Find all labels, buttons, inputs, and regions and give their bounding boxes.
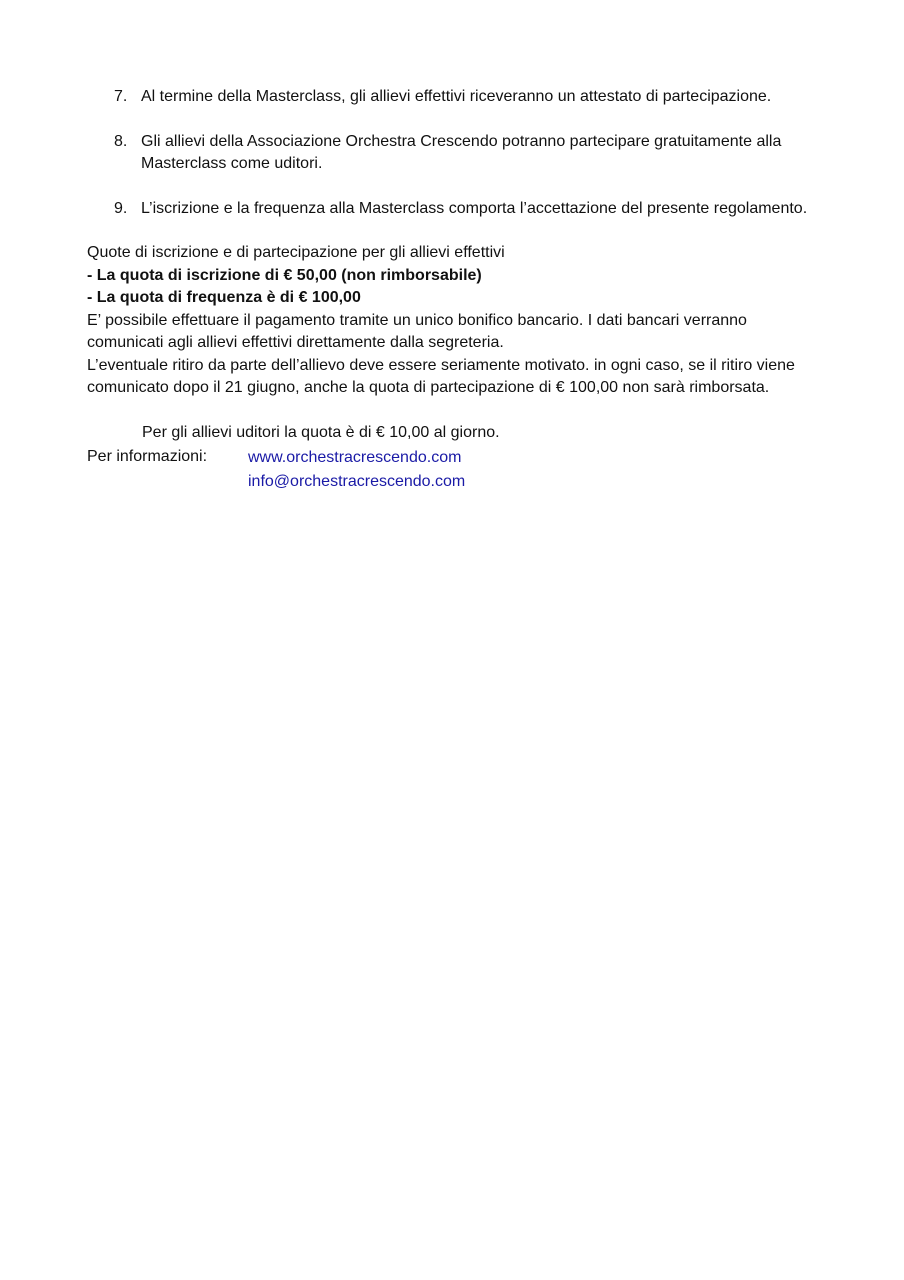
list-item-number: 8. — [114, 132, 128, 150]
email-link[interactable]: info@orchestracrescendo.com — [248, 473, 466, 490]
contact-info — [87, 446, 827, 494]
rules-list — [87, 86, 827, 220]
withdrawal-note: L’eventuale ritiro da parte dell’allievo deve essere seriamente motivato. in ogni caso, se il ritiro viene comunicato dopo il 21 giugno, anche la quota di partecipazione di € 100,00 non sarà rimborsata. — [87, 356, 795, 396]
website-link[interactable]: www.orchestracrescendo.com — [248, 449, 462, 466]
list-item-text: Al termine della Masterclass, gli allievi effettivi riceveranno un attestato di partecipazione. — [141, 88, 772, 105]
fees-title: Quote di iscrizione e di partecipazione per gli allievi effettivi — [87, 244, 505, 261]
list-item-text: L’iscrizione e la frequenza alla Masterclass comporta l’accettazione del presente regolamento. — [141, 199, 808, 217]
info-links — [248, 446, 465, 494]
payment-note: E’ possibile effettuare il pagamento tramite un unico bonifico bancario. I dati bancari verranno comunicati agli allievi effettivi direttamente dalla segreteria. — [87, 311, 747, 351]
list-item-text: Gli allievi della Associazione Orchestra Crescendo potranno partecipare gratuitamente alla Masterclass come uditori. — [141, 132, 782, 172]
list-item-number: 9. — [114, 199, 128, 217]
document-content — [87, 86, 827, 494]
list-item — [87, 198, 827, 221]
info-label: Per informazioni: — [87, 448, 208, 465]
registration-fee: - La quota di iscrizione di € 50,00 (non rimborsabile) — [87, 266, 482, 284]
list-item-number: 7. — [114, 88, 128, 105]
list-item — [87, 131, 827, 176]
list-item — [87, 86, 827, 109]
attendance-fee: - La quota di frequenza è di € 100,00 — [87, 289, 361, 306]
auditor-fee: Per gli allievi uditori la quota è di € 10,00 al giorno. — [142, 423, 500, 441]
